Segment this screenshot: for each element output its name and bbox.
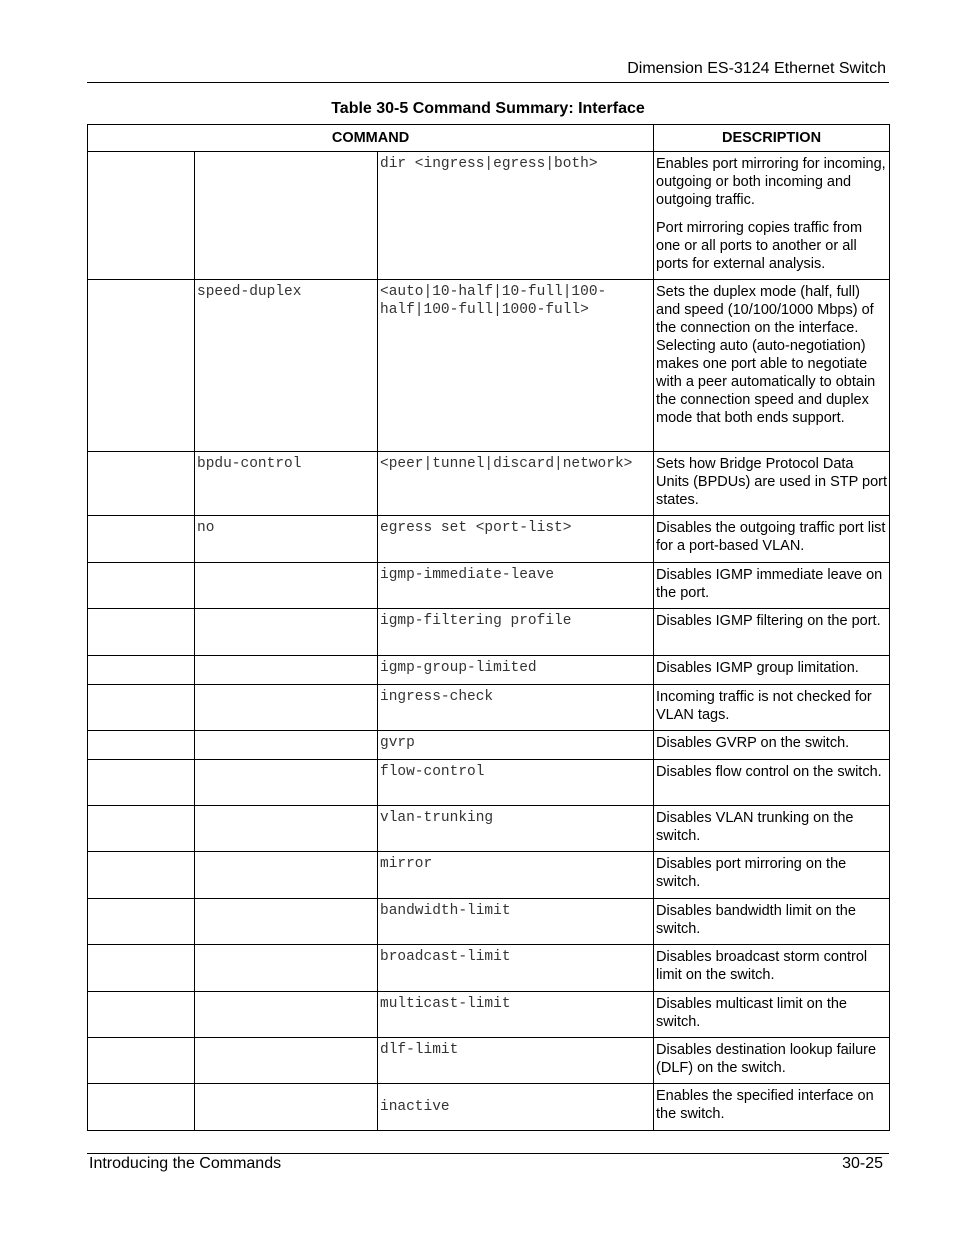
argument-cell: <auto|10-half|10-full|100-half|100-full|1000-full>	[378, 280, 654, 452]
argument-cell: bandwidth-limit	[378, 899, 654, 945]
subcommand-cell	[195, 899, 378, 945]
argument-cell: broadcast-limit	[378, 945, 654, 992]
argument-cell: igmp-immediate-leave	[378, 563, 654, 609]
description-cell	[654, 563, 890, 609]
description-paragraph: Incoming traffic is not checked for VLAN tags.	[656, 689, 872, 723]
description-cell	[654, 731, 890, 760]
footer-page-number: 30-25	[842, 1155, 883, 1172]
description-cell	[654, 852, 890, 899]
table-row	[88, 516, 890, 563]
footer-section-title: Introducing the Commands	[89, 1155, 282, 1172]
command-cell	[88, 806, 195, 852]
table-row	[88, 685, 890, 731]
command-cell	[88, 685, 195, 731]
description-cell	[654, 945, 890, 992]
argument-cell: multicast-limit	[378, 992, 654, 1038]
description-cell	[654, 992, 890, 1038]
command-cell	[88, 516, 195, 563]
subcommand-cell	[195, 656, 378, 685]
table-row	[88, 945, 890, 992]
description-paragraph: Disables multicast limit on the switch.	[656, 996, 848, 1030]
description-paragraph: Disables flow control on the switch.	[656, 764, 882, 780]
description-paragraph: Sets how Bridge Protocol Data Units (BPDUs) are used in STP port states.	[656, 456, 888, 508]
subcommand-cell	[195, 609, 378, 656]
table-header-row	[88, 125, 890, 152]
subcommand-cell	[195, 1038, 378, 1084]
argument-cell: flow-control	[378, 760, 654, 806]
description-paragraph: Port mirroring copies traffic from one or all ports to another or all ports for external analysis.	[656, 220, 863, 272]
subcommand-cell	[195, 760, 378, 806]
description-cell	[654, 899, 890, 945]
argument-cell: igmp-group-limited	[378, 656, 654, 685]
command-cell	[88, 152, 195, 280]
command-cell	[88, 656, 195, 685]
description-paragraph: Disables VLAN trunking on the switch.	[656, 810, 854, 844]
command-cell	[88, 945, 195, 992]
subcommand-cell	[195, 685, 378, 731]
description-cell	[654, 685, 890, 731]
description-cell	[654, 1038, 890, 1084]
description-cell	[654, 452, 890, 516]
description-column-header: DESCRIPTION	[654, 125, 890, 152]
description-paragraph: Disables IGMP filtering on the port.	[656, 613, 881, 629]
subcommand-cell	[195, 992, 378, 1038]
argument-cell: <peer|tunnel|discard|network>	[378, 452, 654, 516]
subcommand-cell: bpdu-control	[195, 452, 378, 516]
table-body	[88, 152, 890, 1131]
command-cell	[88, 280, 195, 452]
table-caption: Table 30-5 Command Summary: Interface	[331, 100, 645, 117]
description-cell	[654, 760, 890, 806]
command-cell	[88, 852, 195, 899]
description-paragraph: Disables bandwidth limit on the switch.	[656, 903, 856, 937]
description-paragraph: Disables broadcast storm control limit on the switch.	[656, 949, 868, 983]
table-row	[88, 731, 890, 760]
description-cell	[654, 280, 890, 452]
footer-divider	[87, 1153, 889, 1154]
table-row	[88, 563, 890, 609]
table-row	[88, 1038, 890, 1084]
command-cell	[88, 731, 195, 760]
table-row	[88, 656, 890, 685]
table-row	[88, 899, 890, 945]
command-cell	[88, 563, 195, 609]
command-cell	[88, 1084, 195, 1131]
table-row	[88, 992, 890, 1038]
command-cell	[88, 1038, 195, 1084]
description-paragraph: Enables the specified interface on the switch.	[656, 1088, 874, 1122]
table-row	[88, 1084, 890, 1131]
table-row	[88, 852, 890, 899]
command-column-header: COMMAND	[88, 125, 654, 152]
description-cell	[654, 516, 890, 563]
subcommand-cell	[195, 152, 378, 280]
description-paragraph: Disables destination lookup failure (DLF) on the switch.	[656, 1042, 877, 1076]
subcommand-cell: speed-duplex	[195, 280, 378, 452]
description-paragraph: Disables IGMP group limitation.	[656, 660, 859, 676]
subcommand-cell	[195, 806, 378, 852]
description-cell	[654, 609, 890, 656]
table-row	[88, 152, 890, 280]
argument-cell: inactive	[378, 1084, 654, 1131]
description-cell	[654, 1084, 890, 1131]
table-row	[88, 452, 890, 516]
subcommand-cell: no	[195, 516, 378, 563]
subcommand-cell	[195, 852, 378, 899]
argument-cell: vlan-trunking	[378, 806, 654, 852]
subcommand-cell	[195, 731, 378, 760]
description-paragraph: Sets the duplex mode (half, full) and speed (10/100/1000 Mbps) of the connection on the interface. Selecting auto (auto-negotiation) makes one port able to negotiate with a peer automatically to obtain the connection speed and duplex mode that both ends support.	[656, 284, 876, 426]
command-cell	[88, 609, 195, 656]
command-cell	[88, 452, 195, 516]
command-cell	[88, 760, 195, 806]
command-cell	[88, 992, 195, 1038]
table-row	[88, 280, 890, 452]
argument-cell: egress set <port-list>	[378, 516, 654, 563]
subcommand-cell	[195, 563, 378, 609]
argument-cell: ingress-check	[378, 685, 654, 731]
argument-cell: igmp-filtering profile	[378, 609, 654, 656]
argument-cell: dir <ingress|egress|both>	[378, 152, 654, 280]
description-cell	[654, 152, 890, 280]
argument-cell: gvrp	[378, 731, 654, 760]
header-divider	[87, 82, 889, 83]
page-header-title: Dimension ES-3124 Ethernet Switch	[627, 60, 886, 77]
description-paragraph: Disables the outgoing traffic port list for a port-based VLAN.	[656, 520, 886, 554]
command-summary-table	[87, 124, 890, 1131]
description-paragraph: Enables port mirroring for incoming, outgoing or both incoming and outgoing traffic.	[656, 156, 886, 208]
table-row	[88, 760, 890, 806]
argument-cell: dlf-limit	[378, 1038, 654, 1084]
subcommand-cell	[195, 1084, 378, 1131]
description-cell	[654, 806, 890, 852]
description-cell	[654, 656, 890, 685]
table-row	[88, 609, 890, 656]
command-cell	[88, 899, 195, 945]
subcommand-cell	[195, 945, 378, 992]
description-paragraph: Disables port mirroring on the switch.	[656, 856, 847, 890]
argument-cell: mirror	[378, 852, 654, 899]
description-paragraph: Disables IGMP immediate leave on the port.	[656, 567, 883, 601]
description-paragraph: Disables GVRP on the switch.	[656, 735, 850, 751]
table-row	[88, 806, 890, 852]
